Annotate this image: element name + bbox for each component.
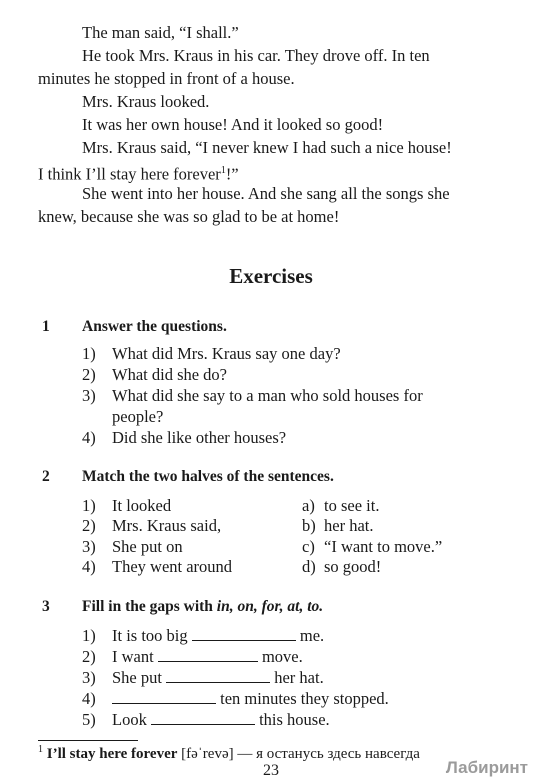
match-left-text: It looked [112,496,172,515]
gap-sentence [112,626,324,646]
match-letter: d) [302,557,316,576]
question-text: Did she like other houses? [112,428,287,447]
gap-sentence [112,668,324,688]
question-text: What did she do? [112,365,228,384]
item-number: 4) [82,557,96,576]
exercise-instruction: Match the two halves of the sentences. [82,468,334,485]
story-line: knew, because she was so glad to be at home! [38,207,340,226]
match-right-text: so good! [324,557,382,576]
gap-before: I want [112,647,154,666]
match-left-text: Mrs. Kraus said, [112,516,222,535]
exercise-instruction [82,598,323,616]
gap-after: ten minutes they stopped. [220,689,389,708]
gap-before: Look [112,710,147,729]
story-text: I think I’ll stay here forever [38,164,221,184]
story-line: She went into her house. And she sang all the songs she [82,184,450,203]
item-number: 1) [82,626,96,645]
instruction-prefix: Fill in the gaps with [82,598,217,615]
match-left-text: She put on [112,537,183,556]
footnote-rule [38,740,138,741]
gap-blank [151,710,255,725]
item-number: 5) [82,710,96,729]
item-number: 3) [82,537,96,556]
item-number: 4) [82,689,96,708]
exercise-number: 2 [42,468,50,485]
question-text: What did Mrs. Kraus say one day? [112,344,341,363]
gap-after: this house. [259,710,330,729]
page-heading: Exercises [229,264,313,288]
footnote-gloss: [fəˈrevə] — я останусь здесь навсегда [177,746,420,762]
story-line: Mrs. Kraus said, “I never knew I had such a nice house! [82,138,452,157]
match-left-text: They went around [112,557,233,576]
match-letter: b) [302,516,316,535]
question-text: people? [112,407,164,426]
item-number: 2) [82,365,96,384]
watermark-logo: Лабиринт [445,758,528,777]
story-line: Mrs. Kraus looked. [82,92,210,111]
question-text: What did she say to a man who sold houses for [112,386,423,405]
match-letter: c) [302,537,315,556]
gap-blank [158,647,258,662]
match-right-text: her hat. [324,516,374,535]
story-line: minutes he stopped in front of a house. [38,69,295,88]
match-letter: a) [302,496,315,515]
item-number: 1) [82,344,96,363]
gap-before: It is too big [112,626,188,645]
gap-after: move. [261,647,303,666]
item-number: 2) [82,516,96,535]
exercise-number: 1 [42,318,50,335]
gap-sentence [112,710,330,730]
gap-after: me. [299,626,325,645]
instruction-words: in, on, for, at, to. [216,598,324,615]
exercise-instruction: Answer the questions. [82,318,227,335]
page-number: 23 [263,762,279,779]
item-number: 4) [82,428,96,447]
match-right-text: “I want to move.” [324,537,443,556]
story-line: The man said, “I shall.” [82,23,239,42]
item-number: 1) [82,496,96,515]
story-line: He took Mrs. Kraus in his car. They drove off. In ten [82,46,430,65]
footnote-term: I’ll stay here forever [46,746,178,762]
gap-sentence [112,647,303,667]
gap-blank [112,689,216,704]
item-number: 3) [82,386,96,405]
gap-before: She put [112,668,162,687]
footnote-mark: 1 [38,744,43,755]
match-right-text: to see it. [324,496,380,515]
item-number: 3) [82,668,96,687]
footnote [38,744,420,763]
story-line-with-footnote [38,160,239,185]
footnote-marker: 1 [220,165,226,176]
gap-after: her hat. [274,668,324,687]
story-text: !” [225,164,239,184]
gap-blank [166,668,270,683]
gap-blank [192,626,296,641]
story-line: It was her own house! And it looked so good! [82,115,384,134]
exercise-number: 3 [42,598,50,615]
gap-sentence [112,689,389,709]
item-number: 2) [82,647,96,666]
